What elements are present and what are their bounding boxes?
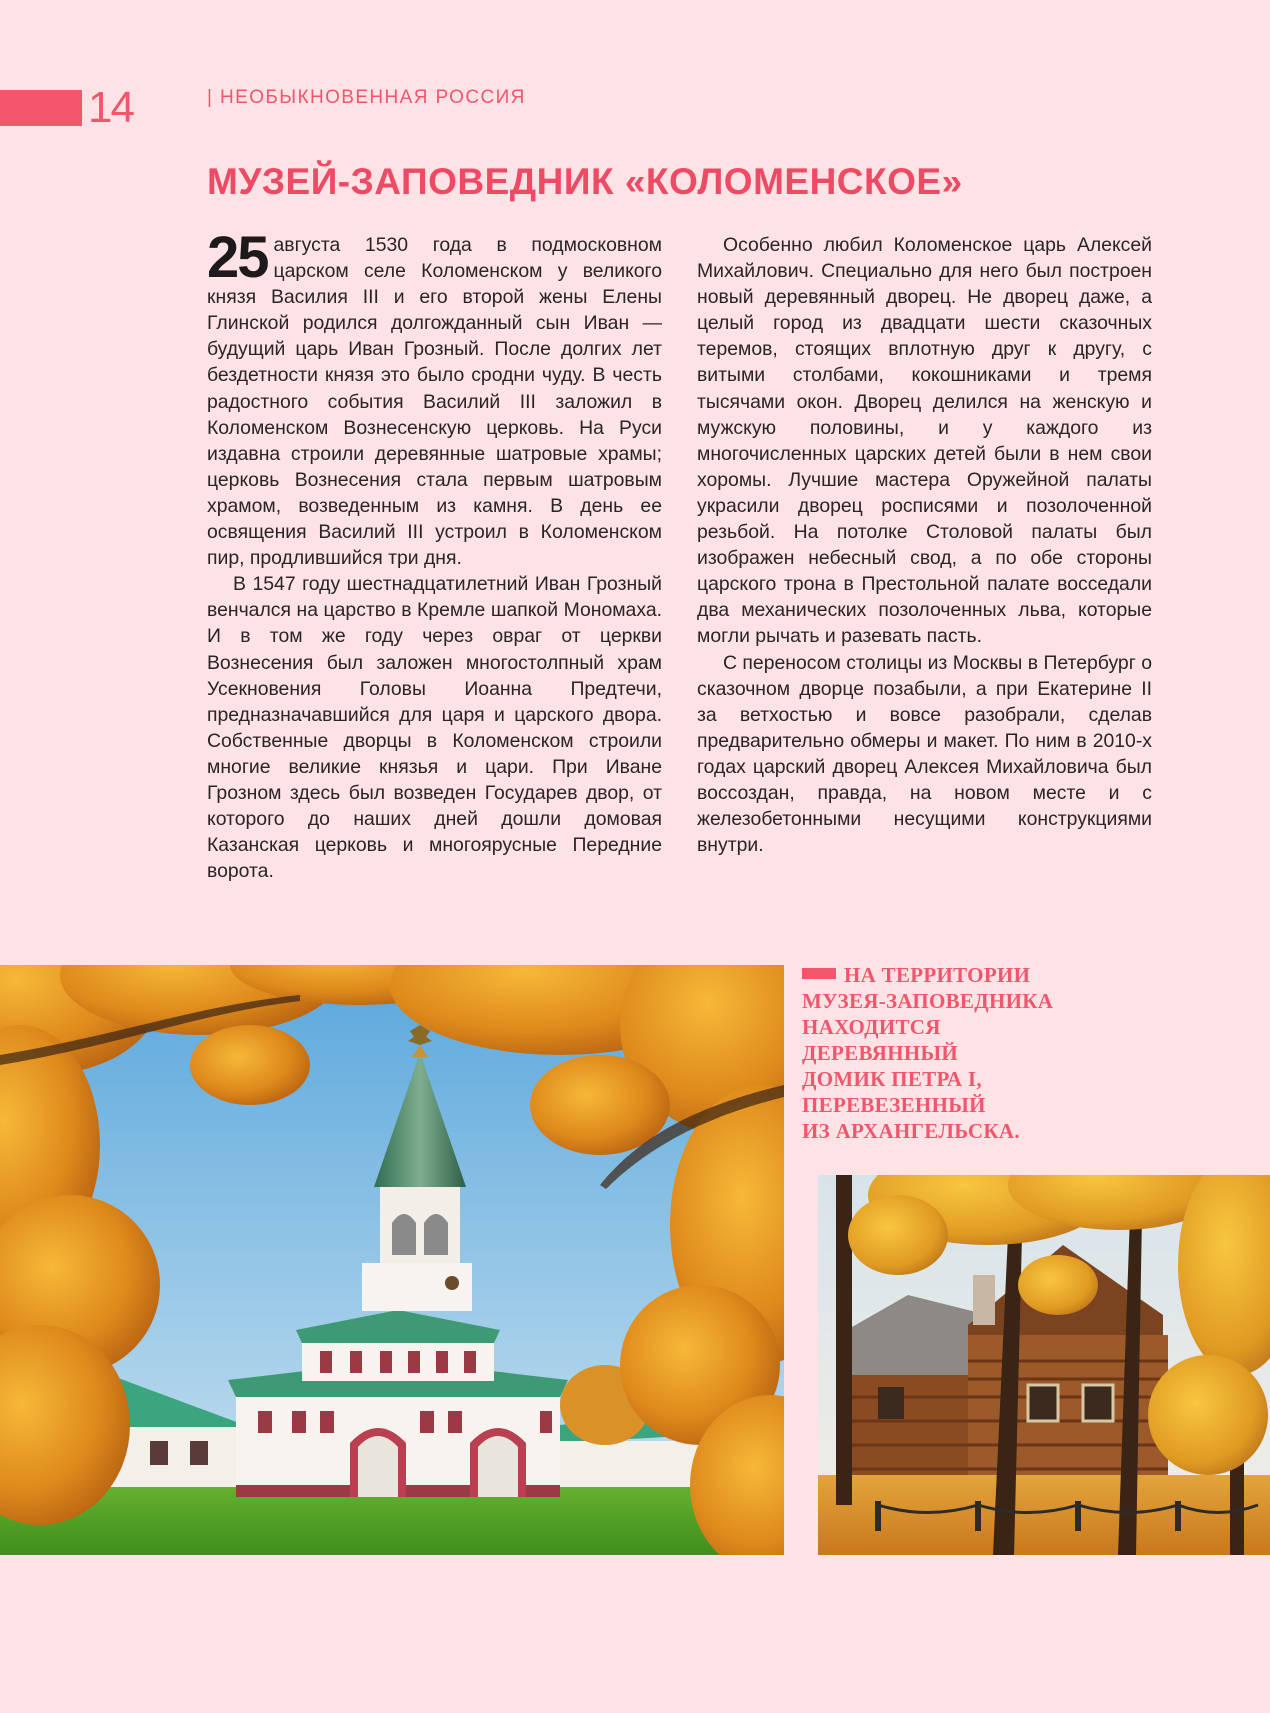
page-number: 14 [88,83,133,132]
front-gate-photo [0,965,784,1555]
paragraph-1 [207,225,662,571]
text-column-left [207,225,662,884]
section-title: | НЕОБЫКНОВЕННАЯ РОССИЯ [207,87,526,108]
paragraph-3: Особенно любил Коломенское царь Алексей Михайлович. Специально для него был построен новый деревянный дворец. Не дворец даже, а целый город из двадцати шести сказочных теремов, стоящих вплотную друг к другу, с витыми столбами, кокошниками и тремя тысячами окон. Дворец делился на женскую и мужскую половины, и у каждого из многочисленных царских детей были в нем свои хоромы. Лучшие мастера Оружейной палаты украсили дворец росписями и позолоченной резьбой. На потолке Столовой палаты был изображен небесный свод, а по обе стороны царского трона в Престольной палате восседали два механических позолоченных льва, которые могли рычать и разевать пасть. [697,234,1152,648]
page-number-bar [0,90,82,126]
peter-house-photo [818,1175,1270,1555]
pull-quote [802,962,1162,1144]
pull-quote-text: НА ТЕРРИТОРИИ МУЗЕЯ-ЗАПОВЕДНИКА НАХОДИТСЯ ДЕРЕВЯННЫЙ ДОМИК ПЕТРА I, ПЕРЕВЕЗЕННЫЙ ИЗ АРХАНГЕЛЬСКА. [802,963,1054,1143]
paragraph-1-text: августа 1530 года в подмосковном царском селе Коломенском у великого князя Василия III и его второй жены Елены Глинской родился долгожданный сын Иван — будущий царь Иван Грозный. После долгих лет бездетности князя это было сродни чуду. В честь радостного события Василий III заложил в Коломенском Вознесенскую церковь. На Руси издавна строили деревянные шатровые храмы; церковь Вознесения стала первым шатровым храмом, возведенным из камня. В день ее освящения Василий III устроил в Коломенском пир, продлившийся три дня. [207,234,662,570]
paragraph-4: С переносом столицы из Москвы в Петербург о сказочном дворце позабыли, а при Екатерине II за ветхостью и вовсе разобрали, сделав предварительно обмеры и макет. По ним в 2010-х годах царский дворец Алексея Михайловича был воссоздан, правда, на новом месте и с железобетонными несущими конструкциями внутри. [697,651,1152,857]
drop-cap: 25 [207,225,268,290]
pull-quote-marker [802,968,836,979]
text-column-right [697,232,1152,858]
paragraph-2: В 1547 году шестнадцатилетний Иван Грозный венчался на царство в Кремле шапкой Мономаха. И в том же году через овраг от церкви Вознесения был заложен многостолпный храм Усекновения Головы Иоанна Предтечи, предназначавшийся для царя и царского двора. Собственные дворцы в Коломенском строили многие великие князья и цари. При Иване Грозном здесь был возведен Государев двор, от которого до наших дней дошли домовая Казанская церковь и многоярусные Передние ворота. [207,573,662,883]
article-title: МУЗЕЙ-ЗАПОВЕДНИК «КОЛОМЕНСКОЕ» [207,161,963,202]
